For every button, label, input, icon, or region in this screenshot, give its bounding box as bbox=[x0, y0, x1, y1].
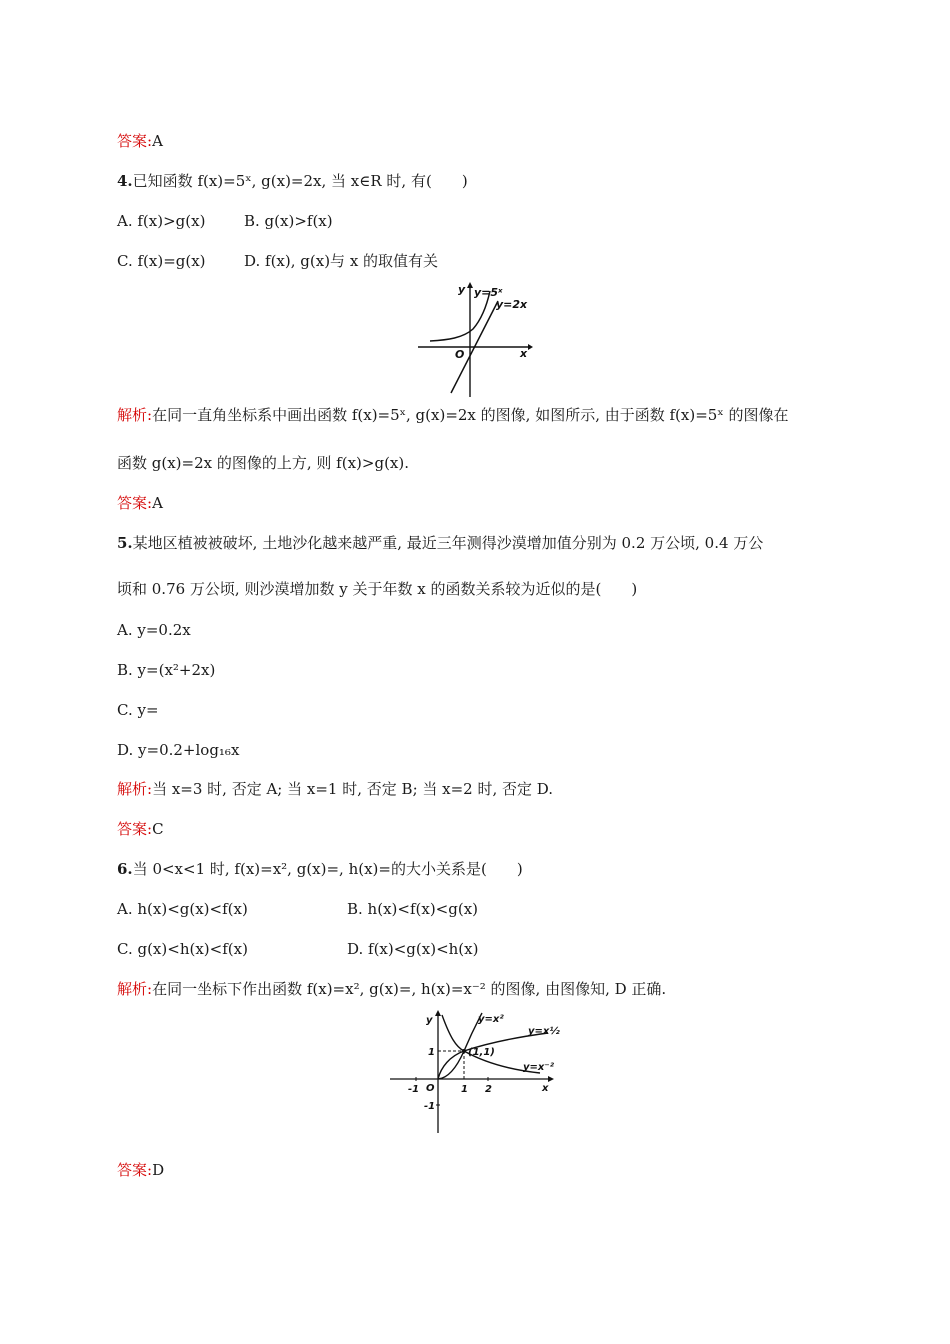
q5-stem bbox=[117, 533, 763, 553]
label-curve1: y=5ˣ bbox=[474, 286, 503, 299]
answer-value: A bbox=[152, 132, 163, 150]
answer-value: A bbox=[152, 494, 163, 512]
q4-analysis-cont: 函数 g(x)=2x 的图像的上方, 则 f(x)>g(x). bbox=[117, 454, 409, 472]
origin-label: O bbox=[426, 1083, 435, 1094]
tick-label-neg1-x: -1 bbox=[408, 1084, 420, 1095]
y-axis-label: y bbox=[458, 283, 466, 296]
label-curve-h: y=x⁻² bbox=[523, 1062, 555, 1073]
answer-label: 答案: bbox=[117, 132, 153, 150]
q5-option-a: A. y=0.2x bbox=[117, 621, 191, 639]
q5-answer bbox=[117, 819, 164, 839]
q6-analysis bbox=[117, 979, 666, 999]
q5-option-b: B. y=(x²+2x) bbox=[117, 661, 216, 679]
q4-option-a: A. f(x)>g(x) bbox=[117, 212, 206, 230]
q5-analysis bbox=[117, 779, 553, 799]
q3-answer bbox=[117, 131, 163, 151]
question-number: 5. bbox=[117, 534, 133, 552]
analysis-text: 在同一直角坐标系中画出函数 f(x)=5ˣ, g(x)=2x 的图像, 如图所示, 由于函数 f(x)=5ˣ 的图像在 bbox=[152, 406, 789, 424]
x-axis-label: x bbox=[520, 347, 528, 360]
q6-option-d: D. f(x)<g(x)<h(x) bbox=[347, 940, 479, 958]
y-axis-label: y bbox=[426, 1015, 433, 1026]
q5-option-c: C. y= bbox=[117, 701, 159, 719]
question-text: 已知函数 f(x)=5ˣ, g(x)=2x, 当 x∈R 时, 有( ) bbox=[132, 172, 468, 190]
answer-label: 答案: bbox=[117, 820, 153, 838]
question-number: 4. bbox=[117, 172, 133, 190]
question-text: 某地区植被被破坏, 土地沙化越来越严重, 最近三年测得沙漠增加值分别为 0.2 万公顷, 0.4 万公 bbox=[132, 534, 764, 552]
label-curve-g: y=x½ bbox=[528, 1026, 560, 1037]
tick-label-1-y: 1 bbox=[428, 1047, 435, 1058]
q4-option-d: D. f(x), g(x)与 x 的取值有关 bbox=[244, 252, 439, 270]
label-point: (1,1) bbox=[468, 1047, 495, 1058]
q6-graph-figure bbox=[388, 1007, 568, 1135]
tick-label-neg1-y: -1 bbox=[424, 1101, 436, 1112]
analysis-text: 在同一坐标下作出函数 f(x)=x², g(x)=, h(x)=x⁻² 的图像, 由图像知, D 正确. bbox=[152, 980, 667, 998]
question-number: 6. bbox=[117, 860, 133, 878]
label-curve2: y=2x bbox=[496, 298, 528, 311]
q4-stem bbox=[117, 171, 468, 191]
q4-option-c: C. f(x)=g(x) bbox=[117, 252, 206, 270]
answer-label: 答案: bbox=[117, 494, 153, 512]
x-axis-label: x bbox=[542, 1083, 549, 1094]
analysis-label: 解析: bbox=[117, 406, 153, 424]
analysis-label: 解析: bbox=[117, 980, 153, 998]
origin-label: O bbox=[455, 348, 465, 361]
answer-value: C bbox=[152, 820, 164, 838]
label-curve-f: y=x² bbox=[478, 1014, 504, 1025]
tick-label-2-x: 2 bbox=[485, 1084, 492, 1095]
answer-value: D bbox=[152, 1161, 165, 1179]
q6-option-a: A. h(x)<g(x)<f(x) bbox=[117, 900, 248, 918]
q4-graph-figure bbox=[418, 281, 533, 397]
q6-option-c: C. g(x)<h(x)<f(x) bbox=[117, 940, 248, 958]
answer-label: 答案: bbox=[117, 1161, 153, 1179]
q4-analysis bbox=[117, 405, 788, 425]
q4-option-b: B. g(x)>f(x) bbox=[244, 212, 333, 230]
q6-stem bbox=[117, 859, 523, 879]
q4-answer bbox=[117, 493, 163, 513]
analysis-text: 当 x=3 时, 否定 A; 当 x=1 时, 否定 B; 当 x=2 时, 否定 D. bbox=[152, 780, 554, 798]
q5-stem-cont: 顷和 0.76 万公顷, 则沙漠增加数 y 关于年数 x 的函数关系较为近似的是( ) bbox=[117, 580, 638, 598]
analysis-label: 解析: bbox=[117, 780, 153, 798]
question-text: 当 0<x<1 时, f(x)=x², g(x)=, h(x)=的大小关系是( ) bbox=[132, 860, 523, 878]
q6-answer bbox=[117, 1160, 164, 1180]
tick-label-1-x: 1 bbox=[461, 1084, 468, 1095]
q6-option-b: B. h(x)<f(x)<g(x) bbox=[347, 900, 479, 918]
q5-option-d: D. y=0.2+log₁₆x bbox=[117, 741, 240, 759]
